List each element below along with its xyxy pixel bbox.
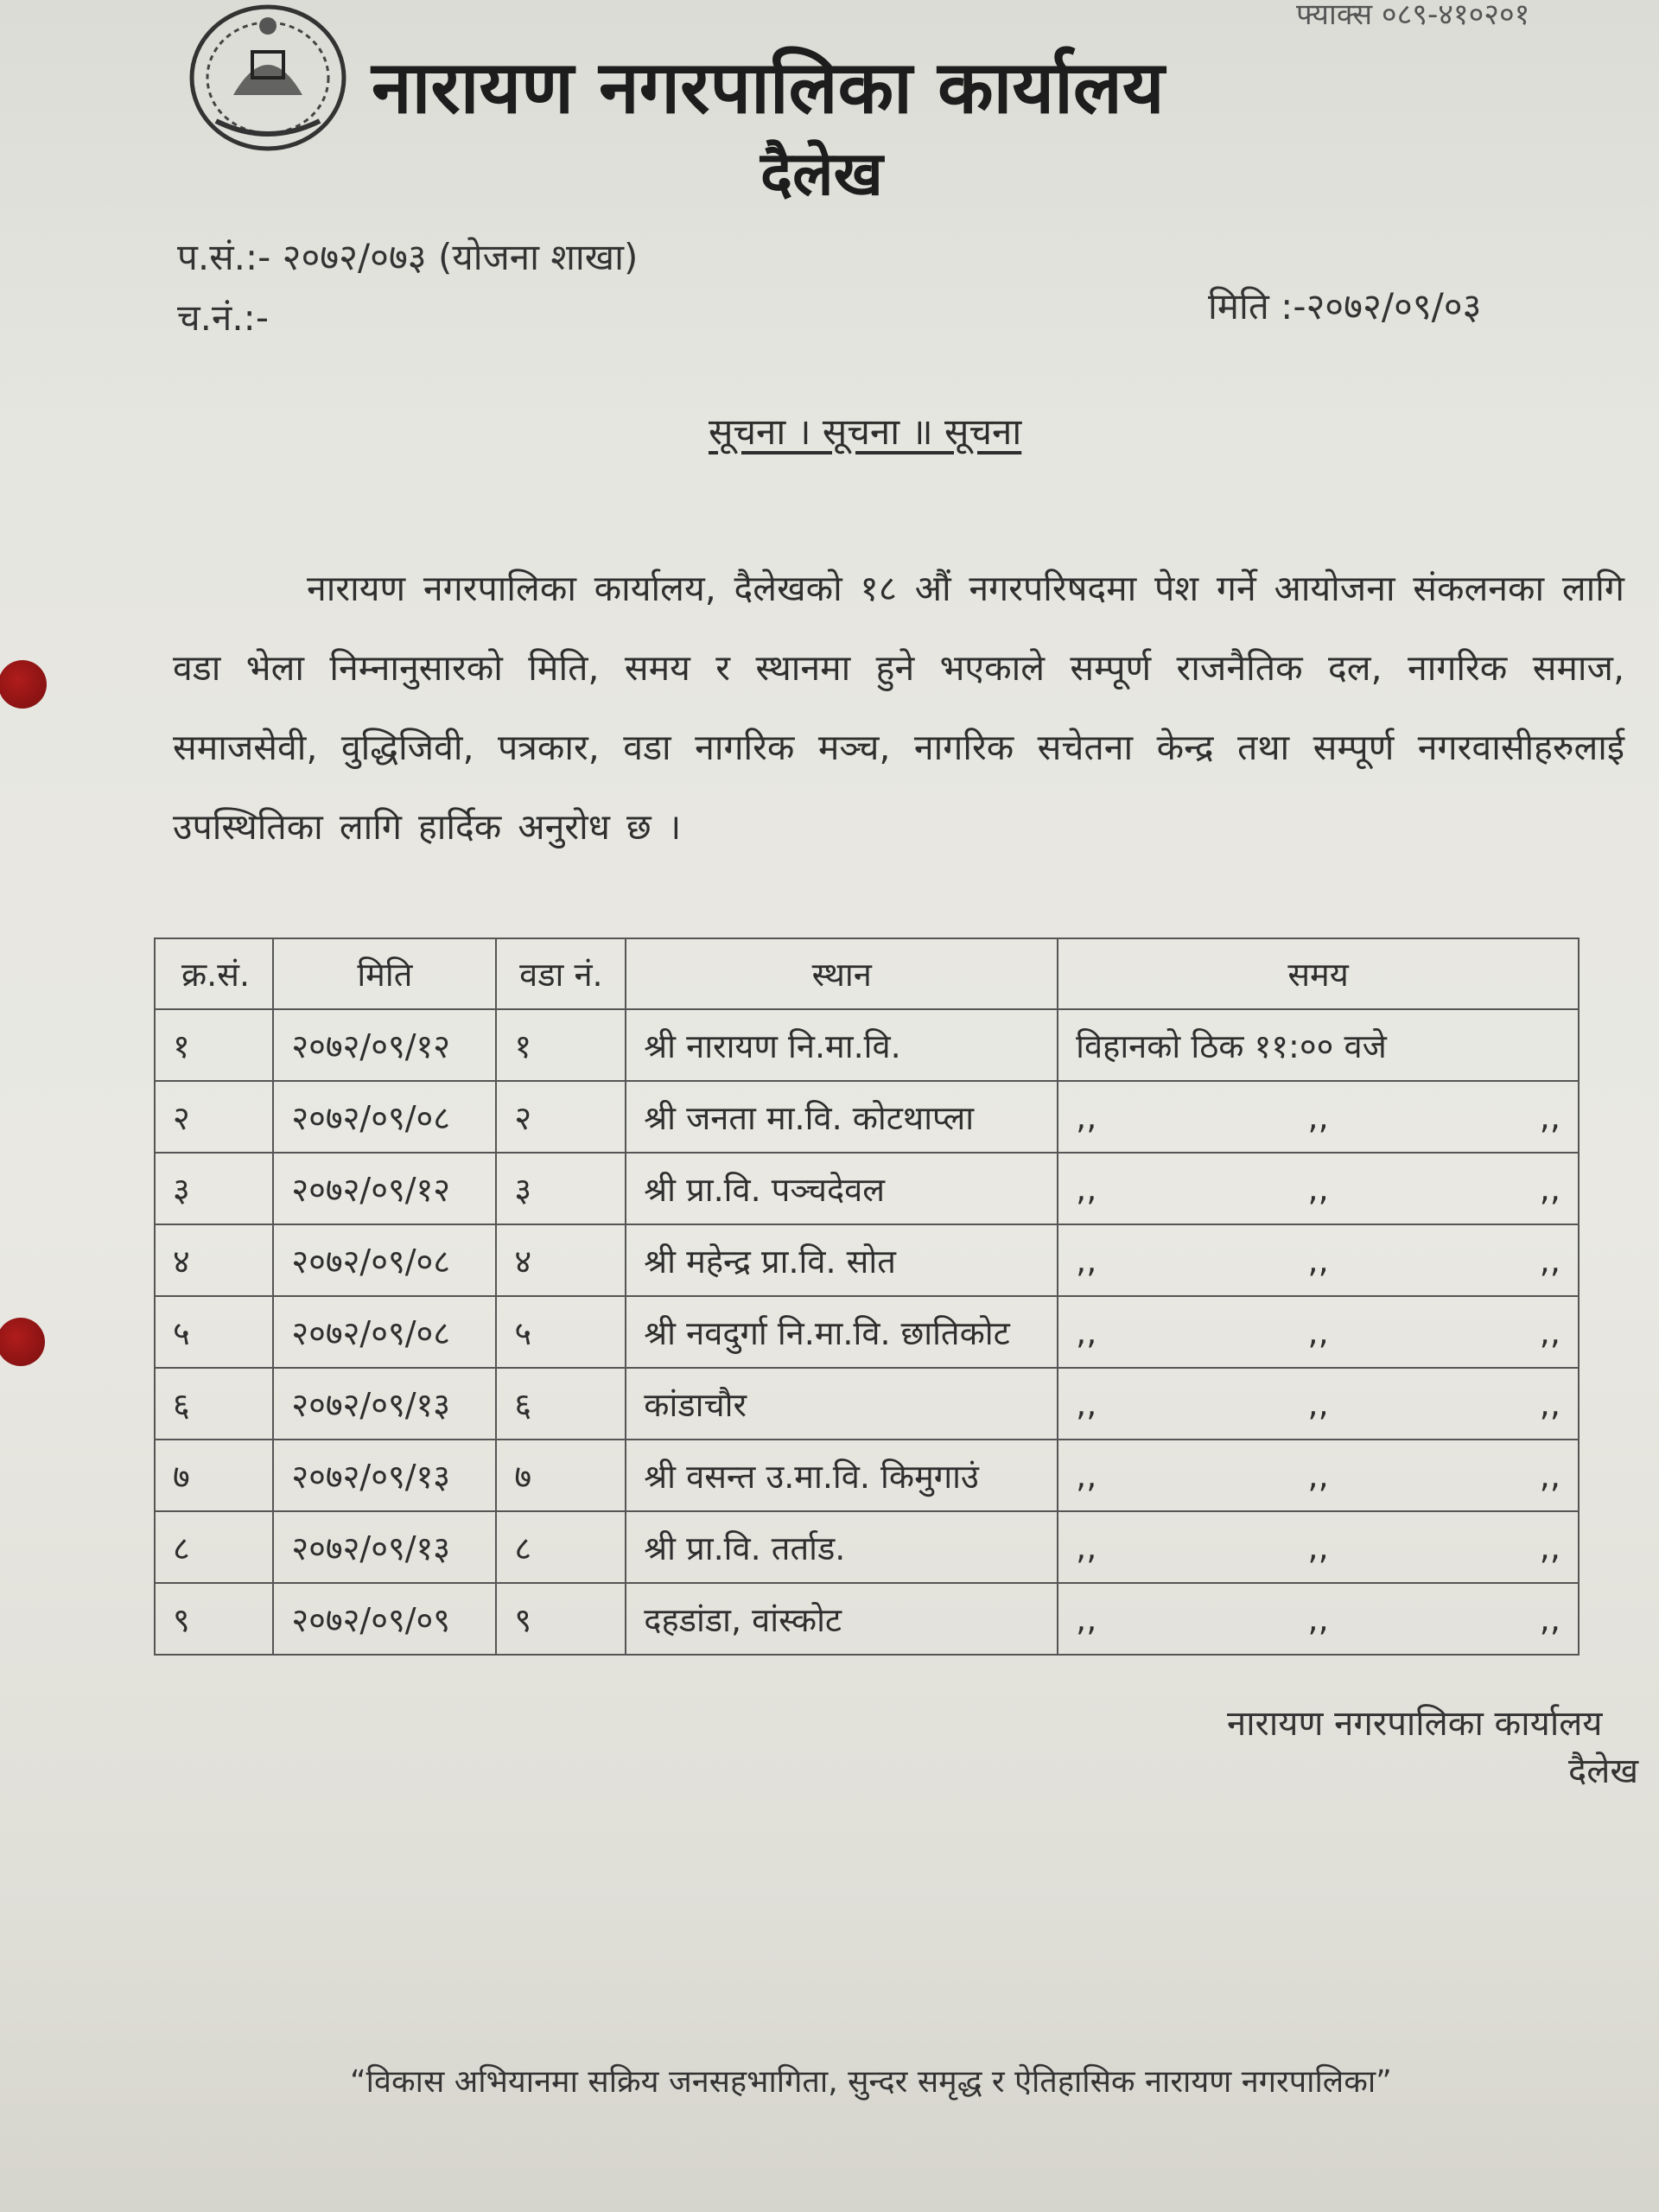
cell-time: ,, ,, ,, — [1058, 1368, 1579, 1440]
government-emblem-icon — [181, 0, 354, 156]
cell-venue: दहडांडा, वांस्कोट — [626, 1583, 1058, 1655]
cell-date: २०७२/०९/१३ — [273, 1511, 496, 1583]
cell-date: २०७२/०९/०८ — [273, 1296, 496, 1368]
cell-time: ,, ,, ,, — [1058, 1583, 1579, 1655]
cell-time: ,, ,, ,, — [1058, 1224, 1579, 1296]
cell-venue: श्री महेन्द्र प्रा.वि. सोत — [626, 1224, 1058, 1296]
cell-date: २०७२/०९/१२ — [273, 1009, 496, 1081]
cell-ward: ३ — [496, 1153, 626, 1224]
table-row — [155, 1440, 1579, 1511]
cell-serial: ९ — [155, 1583, 273, 1655]
cell-venue: श्री वसन्त उ.मा.वि. किमुगाउं — [626, 1440, 1058, 1511]
cell-date: २०७२/०९/०९ — [273, 1583, 496, 1655]
table-header-row — [155, 938, 1579, 1009]
signature-location: दैलेख — [1568, 1751, 1639, 1791]
cell-venue: श्री जनता मा.वि. कोटथाप्ला — [626, 1081, 1058, 1153]
cell-serial: ५ — [155, 1296, 273, 1368]
table-row — [155, 1583, 1579, 1655]
cell-ward: १ — [496, 1009, 626, 1081]
header-serial: क्र.सं. — [155, 938, 273, 1009]
cell-date: २०७२/०९/१३ — [273, 1368, 496, 1440]
ward-meeting-schedule-table — [154, 938, 1580, 1656]
cell-venue: श्री प्रा.वि. तर्ताड. — [626, 1511, 1058, 1583]
cell-date: २०७२/०९/०८ — [273, 1081, 496, 1153]
cell-ward: ६ — [496, 1368, 626, 1440]
cell-ward: ४ — [496, 1224, 626, 1296]
punch-hole-icon — [0, 1318, 45, 1366]
footer-slogan: “विकास अभियानमा सक्रिय जनसहभागिता, सुन्दर समृद्ध र ऐतिहासिक नारायण नगरपालिका” — [350, 2064, 1392, 2100]
cell-time: ,, ,, ,, — [1058, 1511, 1579, 1583]
cell-serial: ३ — [155, 1153, 273, 1224]
table-row — [155, 1009, 1579, 1081]
cell-serial: २ — [155, 1081, 273, 1153]
cell-serial: ८ — [155, 1511, 273, 1583]
table-row — [155, 1368, 1579, 1440]
table-row — [155, 1511, 1579, 1583]
cell-ward: २ — [496, 1081, 626, 1153]
table-row — [155, 1081, 1579, 1153]
dispatch-number: च.नं.:- — [177, 296, 269, 339]
notice-heading: सूचना । सूचना ॥ सूचना — [709, 410, 1022, 453]
signature-office: नारायण नगरपालिका कार्यालय — [1227, 1704, 1603, 1744]
table-row — [155, 1224, 1579, 1296]
cell-ward: ९ — [496, 1583, 626, 1655]
table-row — [155, 1153, 1579, 1224]
cell-serial: ७ — [155, 1440, 273, 1511]
cell-ward: ५ — [496, 1296, 626, 1368]
cell-serial: ६ — [155, 1368, 273, 1440]
cell-time: ,, ,, ,, — [1058, 1081, 1579, 1153]
cell-date: २०७२/०९/०८ — [273, 1224, 496, 1296]
fax-number: फ्याक्स ०८९-४१०२०१ — [1296, 0, 1530, 32]
notice-body: नारायण नगरपालिका कार्यालय, दैलेखको १८ औं नगरपरिषदमा पेश गर्ने आयोजना संकलनका लागि वडा भेला निम्नानुसारको मिति, समय र स्थानमा हुने भएकाले सम्पूर्ण राजनैतिक दल, नागरिक समाज, समाजसेवी, वुद्धिजिवी, पत्रकार, वडा नागरिक मञ्च, नागरिक सचेतना केन्द्र तथा सम्पूर्ण नगरवासीहरुलाई उपस्थितिका लागि हार्दिक अनुरोध छ । — [173, 568, 1624, 848]
cell-serial: ४ — [155, 1224, 273, 1296]
cell-ward: ७ — [496, 1440, 626, 1511]
cell-venue: कांडाचौर — [626, 1368, 1058, 1440]
cell-venue: श्री नारायण नि.मा.वि. — [626, 1009, 1058, 1081]
office-location: दैलेख — [760, 138, 883, 209]
cell-time: ,, ,, ,, — [1058, 1440, 1579, 1511]
cell-ward: ८ — [496, 1511, 626, 1583]
cell-date: २०७२/०९/१२ — [273, 1153, 496, 1224]
punch-hole-icon — [0, 660, 47, 709]
cell-venue: श्री नवदुर्गा नि.मा.वि. छातिकोट — [626, 1296, 1058, 1368]
cell-time: विहानको ठिक ११:०० वजे — [1058, 1009, 1579, 1081]
notice-date: मिति :-२०७२/०९/०३ — [1208, 285, 1482, 327]
header-date: मिति — [273, 938, 496, 1009]
table-row — [155, 1296, 1579, 1368]
cell-serial: १ — [155, 1009, 273, 1081]
cell-venue: श्री प्रा.वि. पञ्चदेवल — [626, 1153, 1058, 1224]
reference-number: प.सं.:- २०७२/०७३ (योजना शाखा) — [177, 236, 639, 278]
header-time: समय — [1058, 938, 1579, 1009]
header-ward: वडा नं. — [496, 938, 626, 1009]
cell-time: ,, ,, ,, — [1058, 1296, 1579, 1368]
cell-time: ,, ,, ,, — [1058, 1153, 1579, 1224]
office-title: नारायण नगरपालिका कार्यालय — [372, 45, 1165, 130]
cell-date: २०७२/०९/१३ — [273, 1440, 496, 1511]
header-venue: स्थान — [626, 938, 1058, 1009]
